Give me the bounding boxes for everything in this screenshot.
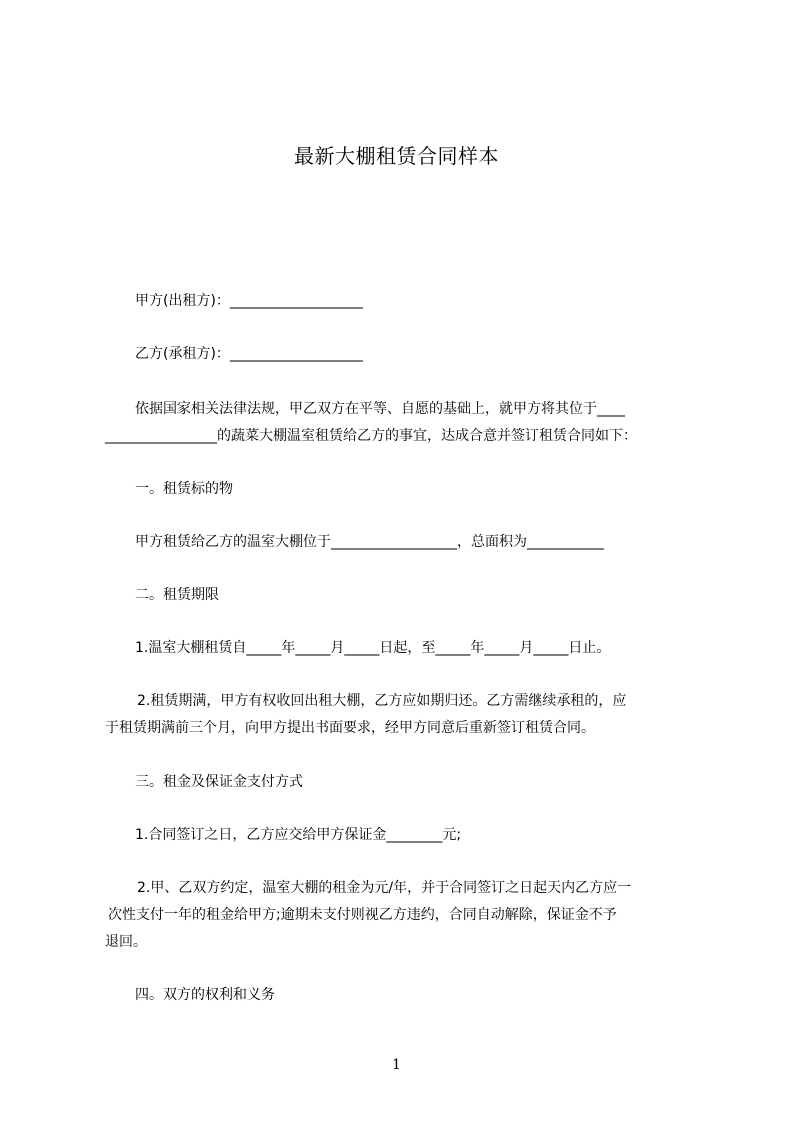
section-3-item-2-line-3: 退回。 bbox=[105, 934, 147, 950]
section-2-item-2-line-2: 于租赁期满前三个月，向甲方提出书面要求，经甲方同意后重新签订租赁合同。 bbox=[105, 720, 595, 736]
section-1-text: 甲方租赁给乙方的温室大棚位于__________________，总面积为___________ bbox=[135, 534, 604, 550]
section-3-item-2-line-2: 次性支付一年的租金给甲方;逾期未支付则视乙方违约，合同自动解除，保证金不予 bbox=[108, 907, 617, 923]
section-3-item-1: 1.合同签订之日，乙方应交给甲方保证金________元; bbox=[135, 827, 462, 843]
section-2-heading: 二。租赁期限 bbox=[135, 587, 219, 603]
section-2-item-2-line-1: 2.租赁期满，甲方有权收回出租大棚，乙方应如期归还。乙方需继续承租的，应 bbox=[137, 693, 627, 709]
section-4-heading: 四。双方的权利和义务 bbox=[135, 987, 275, 1003]
page-number: 1 bbox=[392, 1057, 401, 1073]
section-2-item-1: 1.温室大棚租赁自_____年_____月_____日起，至_____年_____月_____日止。 bbox=[135, 640, 611, 656]
document-title: 最新大棚租赁合同样本 bbox=[294, 144, 499, 168]
party-a-line: 甲方(出租方)：___________________ bbox=[135, 293, 363, 309]
section-3-item-2-line-1: 2.甲、乙双方约定，温室大棚的租金为元/年，并于合同签订之日起天内乙方应一 bbox=[137, 880, 632, 896]
intro-paragraph-line-2: ________________的蔬菜大棚温室租赁给乙方的事宜，达成合意并签订租赁合同如下： bbox=[105, 428, 637, 444]
section-3-heading: 三。租金及保证金支付方式 bbox=[135, 774, 303, 790]
party-b-line: 乙方(承租方)：___________________ bbox=[135, 346, 363, 362]
intro-paragraph-line-1: 依据国家相关法律法规，甲乙双方在平等、自愿的基础上，就甲方将其位于____ bbox=[135, 401, 625, 417]
section-1-heading: 一。租赁标的物 bbox=[135, 481, 233, 497]
